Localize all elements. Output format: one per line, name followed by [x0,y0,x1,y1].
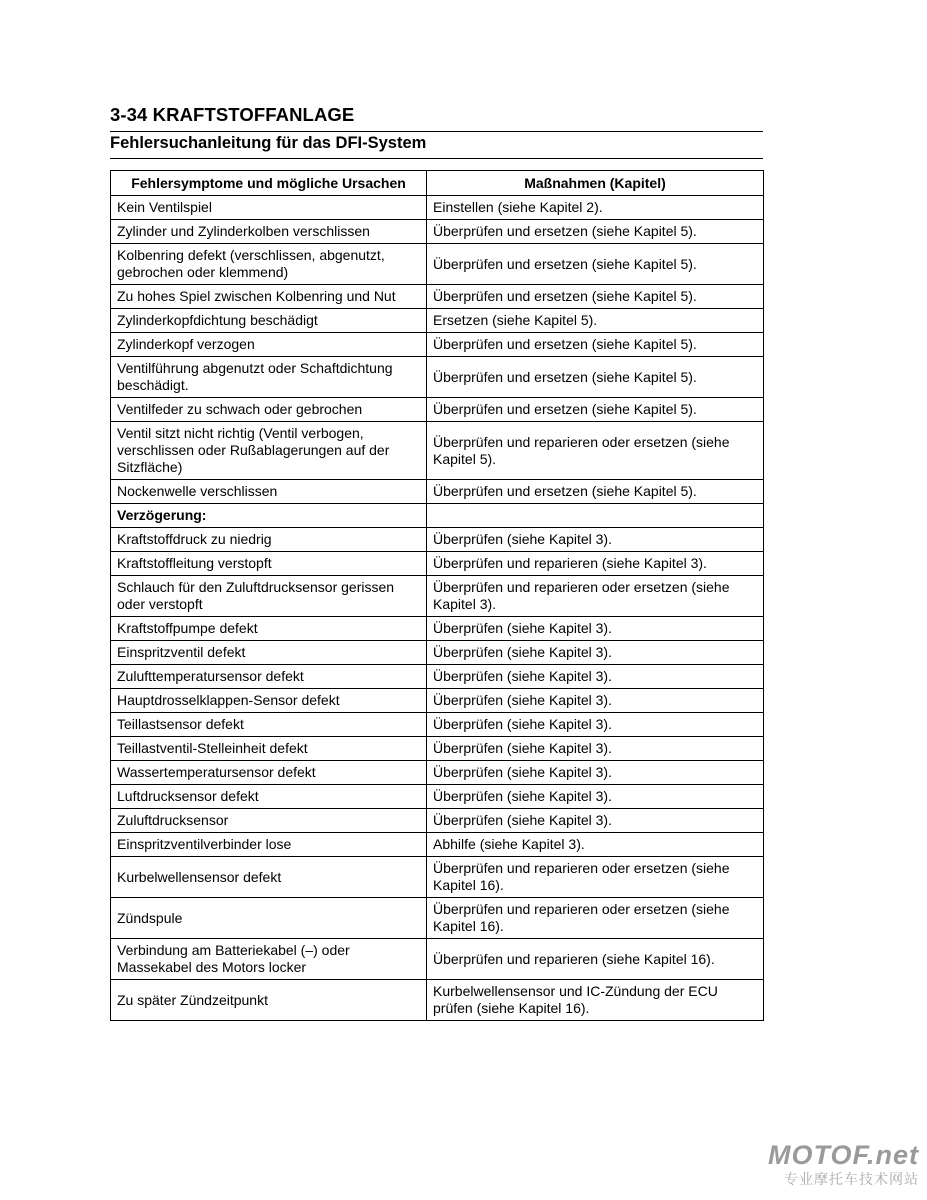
table-row [111,333,764,357]
table-row [111,552,764,576]
action-cell: Überprüfen (siehe Kapitel 3). [427,689,764,713]
cause-cell: Zylinderkopfdichtung beschädigt [111,309,427,333]
cause-cell: Zündspule [111,898,427,939]
cause-cell: Ventilfeder zu schwach oder gebrochen [111,398,427,422]
table-row [111,576,764,617]
table-row [111,480,764,504]
action-cell: Überprüfen und reparieren (siehe Kapitel 3). [427,552,764,576]
table-row [111,528,764,552]
cause-cell: Zulufttemperatursensor defekt [111,665,427,689]
table-row [111,809,764,833]
action-cell: Überprüfen (siehe Kapitel 3). [427,761,764,785]
page-title: 3-34 KRAFTSTOFFANLAGE [110,104,355,125]
action-cell: Überprüfen und reparieren oder ersetzen (siehe Kapitel 16). [427,857,764,898]
section-subtitle: Fehlersuchanleitung für das DFI-System [110,134,427,152]
action-cell: Überprüfen und reparieren (siehe Kapitel 16). [427,939,764,980]
cause-cell: Wassertemperatursensor defekt [111,761,427,785]
action-cell: Überprüfen und ersetzen (siehe Kapitel 5). [427,480,764,504]
cause-cell: Zu später Zündzeitpunkt [111,980,427,1021]
action-cell: Überprüfen (siehe Kapitel 3). [427,785,764,809]
action-cell: Überprüfen (siehe Kapitel 3). [427,809,764,833]
table-row [111,196,764,220]
cause-cell: Kraftstoffpumpe defekt [111,617,427,641]
cause-cell: Kurbelwellensensor defekt [111,857,427,898]
table-row [111,898,764,939]
table-row [111,980,764,1021]
table-row [111,398,764,422]
cause-cell: Einspritzventil defekt [111,641,427,665]
table-row [111,857,764,898]
troubleshooting-table [110,170,764,1021]
action-cell: Überprüfen und ersetzen (siehe Kapitel 5). [427,220,764,244]
table-body [111,196,764,1021]
cause-cell: Zuluftdrucksensor [111,809,427,833]
cause-cell: Ventil sitzt nicht richtig (Ventil verbogen, verschlissen oder Rußablagerungen auf der Sitzfläche) [111,422,427,480]
action-cell: Einstellen (siehe Kapitel 2). [427,196,764,220]
action-cell: Überprüfen (siehe Kapitel 3). [427,737,764,761]
cause-cell: Einspritzventilverbinder lose [111,833,427,857]
action-cell: Überprüfen und ersetzen (siehe Kapitel 5). [427,333,764,357]
table-row [111,785,764,809]
action-cell: Ersetzen (siehe Kapitel 5). [427,309,764,333]
table-row [111,309,764,333]
watermark-logo: MOTOF.net [767,1140,919,1170]
table-row [111,761,764,785]
action-cell: Überprüfen (siehe Kapitel 3). [427,528,764,552]
table-row [111,357,764,398]
action-cell: Überprüfen und reparieren oder ersetzen (siehe Kapitel 5). [427,422,764,480]
action-cell [427,504,764,528]
subtitle-divider [110,158,763,159]
table-row [111,641,764,665]
cause-cell: Teillastventil-Stelleinheit defekt [111,737,427,761]
table-row [111,422,764,480]
action-cell: Überprüfen und ersetzen (siehe Kapitel 5). [427,285,764,309]
cause-cell: Hauptdrosselklappen-Sensor defekt [111,689,427,713]
title-divider [110,131,763,132]
table-row [111,285,764,309]
cause-cell: Zylinderkopf verzogen [111,333,427,357]
table-header-row [111,171,764,196]
column-header-actions: Maßnahmen (Kapitel) [427,171,764,196]
cause-cell: Zu hohes Spiel zwischen Kolbenring und Nut [111,285,427,309]
table-row [111,713,764,737]
cause-cell: Ventilführung abgenutzt oder Schaftdichtung beschädigt. [111,357,427,398]
cause-cell: Verbindung am Batteriekabel (–) oder Massekabel des Motors locker [111,939,427,980]
table-row [111,737,764,761]
watermark-tagline: 专业摩托车技术网站 [784,1172,919,1188]
cause-cell: Schlauch für den Zuluftdrucksensor gerissen oder verstopft [111,576,427,617]
action-cell: Überprüfen (siehe Kapitel 3). [427,641,764,665]
table-row [111,244,764,285]
cause-cell: Kraftstoffdruck zu niedrig [111,528,427,552]
action-cell: Überprüfen und reparieren oder ersetzen (siehe Kapitel 16). [427,898,764,939]
table-row [111,220,764,244]
table-row [111,833,764,857]
cause-cell: Kolbenring defekt (verschlissen, abgenutzt, gebrochen oder klemmend) [111,244,427,285]
table-row [111,617,764,641]
cause-cell: Nockenwelle verschlissen [111,480,427,504]
action-cell: Überprüfen (siehe Kapitel 3). [427,665,764,689]
action-cell: Überprüfen (siehe Kapitel 3). [427,617,764,641]
cause-cell: Luftdrucksensor defekt [111,785,427,809]
action-cell: Überprüfen und ersetzen (siehe Kapitel 5). [427,244,764,285]
cause-cell: Kein Ventilspiel [111,196,427,220]
table-row [111,665,764,689]
cause-cell: Kraftstoffleitung verstopft [111,552,427,576]
action-cell: Überprüfen und ersetzen (siehe Kapitel 5). [427,398,764,422]
action-cell: Überprüfen (siehe Kapitel 3). [427,713,764,737]
cause-cell: Zylinder und Zylinderkolben verschlissen [111,220,427,244]
cause-cell: Verzögerung: [111,504,427,528]
action-cell: Abhilfe (siehe Kapitel 3). [427,833,764,857]
table-row [111,689,764,713]
cause-cell: Teillastsensor defekt [111,713,427,737]
action-cell: Überprüfen und reparieren oder ersetzen (siehe Kapitel 3). [427,576,764,617]
table-row [111,504,764,528]
table-row [111,939,764,980]
watermark [768,1140,919,1189]
action-cell: Überprüfen und ersetzen (siehe Kapitel 5). [427,357,764,398]
column-header-symptoms: Fehlersymptome und mögliche Ursachen [111,171,427,196]
action-cell: Kurbelwellensensor und IC-Zündung der ECU prüfen (siehe Kapitel 16). [427,980,764,1021]
